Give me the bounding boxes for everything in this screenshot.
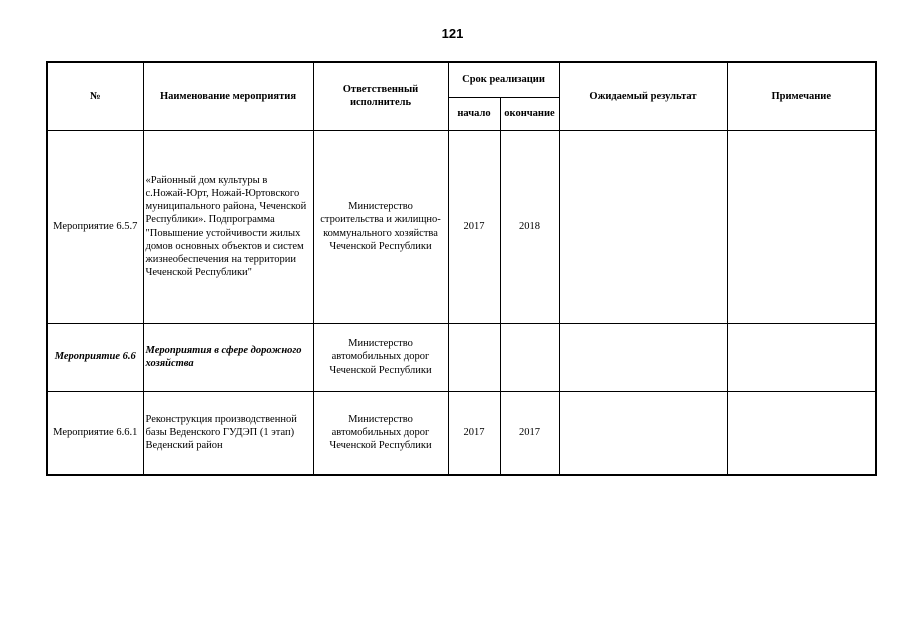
row-name: «Районный дом культуры в с.Ножай-Юрт, Ножай-Юртовского муниципального района, Чеченской Республики». Подпрограмма "Повышение устойчивости жилых домов основных объектов и систем жизнеобеспечения на территории Чеченской Республики" bbox=[143, 130, 313, 323]
row-num: Мероприятие 6.6 bbox=[47, 323, 143, 391]
row-result bbox=[559, 323, 727, 391]
row-note bbox=[727, 391, 876, 475]
header-name: Наименование мероприятия bbox=[143, 62, 313, 130]
row-result bbox=[559, 130, 727, 323]
row-result bbox=[559, 391, 727, 475]
header-num: № bbox=[47, 62, 143, 130]
header-responsible: Ответственный исполнитель bbox=[313, 62, 448, 130]
row-note bbox=[727, 130, 876, 323]
row-end: 2017 bbox=[500, 391, 559, 475]
row-num: Мероприятие 6.6.1 bbox=[47, 391, 143, 475]
row-responsible: Министерство строительства и жилищно-коммунального хозяйства Чеченской Республики bbox=[313, 130, 448, 323]
row-name: Мероприятия в сфере дорожного хозяйства bbox=[143, 323, 313, 391]
page-number: 121 bbox=[441, 26, 464, 41]
row-note bbox=[727, 323, 876, 391]
row-end: 2018 bbox=[500, 130, 559, 323]
row-responsible: Министерство автомобильных дорог Чеченской Республики bbox=[313, 323, 448, 391]
row-end bbox=[500, 323, 559, 391]
row-name: Реконструкция производственной базы Веденского ГУДЭП (1 этап) Веденский район bbox=[143, 391, 313, 475]
activities-table bbox=[46, 61, 877, 476]
row-start: 2017 bbox=[448, 391, 500, 475]
header-note: Примечание bbox=[727, 62, 876, 130]
row-start: 2017 bbox=[448, 130, 500, 323]
header-result: Ожидаемый результат bbox=[559, 62, 727, 130]
header-end: окончание bbox=[500, 97, 559, 130]
header-period: Срок реализации bbox=[448, 62, 559, 97]
row-num: Мероприятие 6.5.7 bbox=[47, 130, 143, 323]
table-header-row bbox=[47, 62, 876, 97]
table-row bbox=[47, 323, 876, 391]
row-responsible: Министерство автомобильных дорог Чеченской Республики bbox=[313, 391, 448, 475]
row-start bbox=[448, 323, 500, 391]
header-start: начало bbox=[448, 97, 500, 130]
table-row bbox=[47, 391, 876, 475]
table-row bbox=[47, 130, 876, 323]
